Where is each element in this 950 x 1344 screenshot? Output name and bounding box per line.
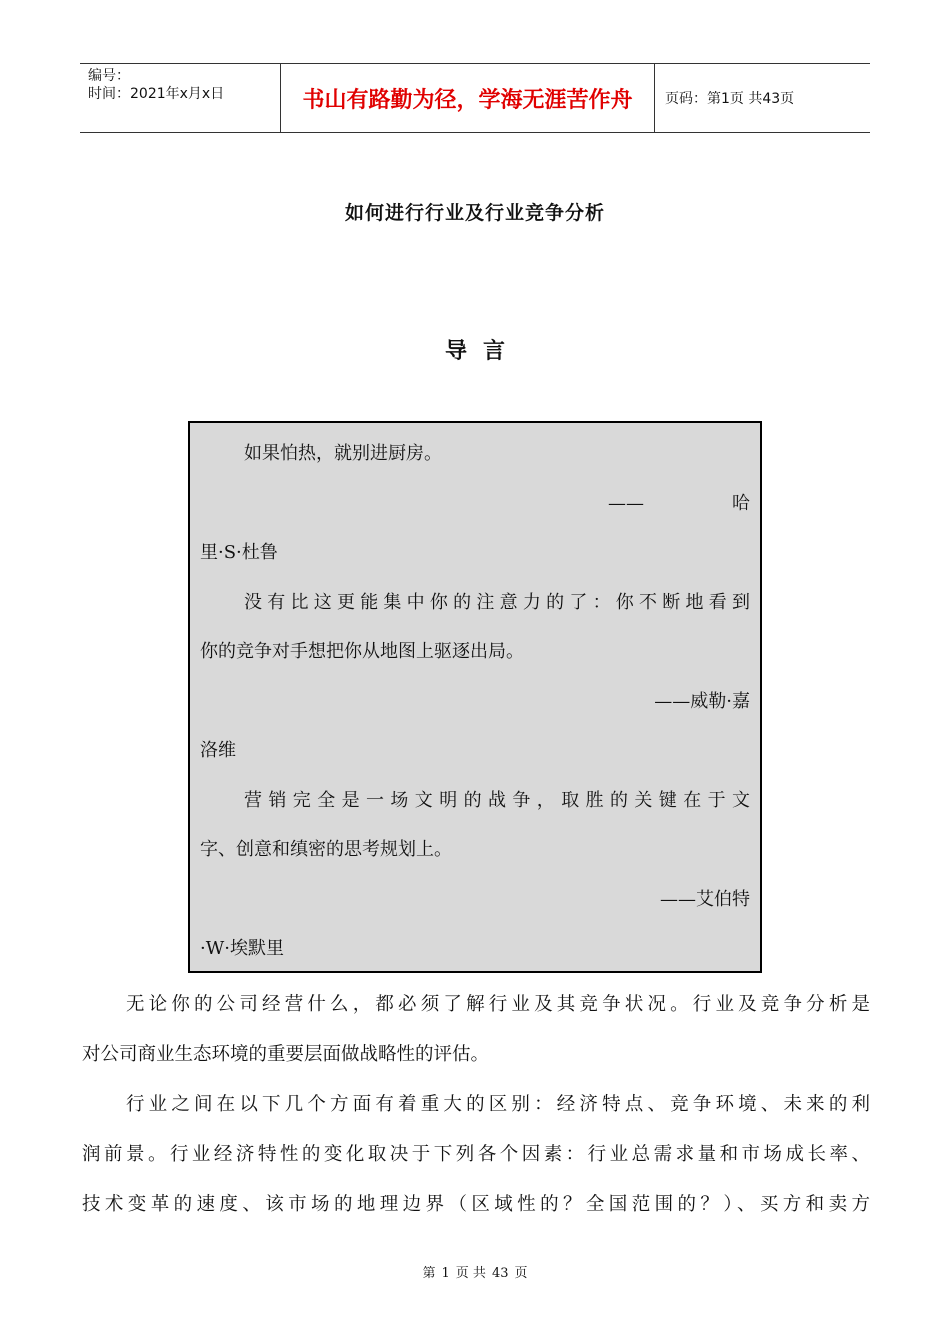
quote-box <box>188 421 762 973</box>
quote-2-attr-cont: 洛维 <box>200 740 236 761</box>
quote-2-attribution: ——威勒·嘉 <box>654 690 750 712</box>
document-title: 如何进行行业及行业竞争分析 <box>344 202 605 224</box>
header-meta <box>80 64 281 132</box>
quote-3-line-2: 字、创意和缜密的思考规划上。 <box>200 839 452 860</box>
number-label: 编号： <box>88 68 130 84</box>
footer-total-pages: 43 <box>491 1266 509 1281</box>
paragraph-2-line-3: 技术变革的速度、该市场的地理边界（区域性的？全国范围的？）、买方和卖方 <box>82 1194 870 1215</box>
quote-2-line-1: 没有比这更能集中你的注意力的了：你不断地看到 <box>244 591 750 613</box>
paragraph-2-line-1: 行业之间在以下几个方面有着重大的区别：经济特点、竞争环境、未来的利 <box>126 1094 870 1115</box>
quote-3-attribution: ——艾伯特 <box>660 888 750 910</box>
footer-prefix: 第 <box>422 1266 436 1281</box>
quote-1-attr-dash: —— <box>608 492 644 514</box>
body-text <box>82 980 870 1230</box>
header-page-info: 页码：第1页 共43页 <box>665 91 795 107</box>
paragraph-2-line-2: 润前景。行业经济特性的变化取决于下列各个因素：行业总需求量和市场成长率、 <box>82 1144 870 1165</box>
quote-1-text: 如果怕热，就别进厨房。 <box>244 443 442 464</box>
header-motto: 书山有路勤为径，学海无涯苦作舟 <box>281 64 655 132</box>
quote-3-line-1: 营销完全是一场文明的战争，取胜的关键在于文 <box>244 789 750 811</box>
footer-page-number: 1 <box>441 1266 450 1281</box>
section-title <box>0 334 950 365</box>
quote-1-attribution <box>200 479 750 529</box>
quote-3-attr-cont: ·W·埃默里 <box>200 938 284 959</box>
quote-1-attr-tail: 哈 <box>732 492 750 514</box>
time-label: 时间：2021年x月x日 <box>88 86 225 102</box>
quote-2-line-2: 你的竞争对手想把你从地图上驱逐出局。 <box>200 641 524 662</box>
page-footer <box>0 1262 950 1281</box>
paragraph-1-line-1: 无论你的公司经营什么，都必须了解行业及其竞争状况。行业及竞争分析是 <box>126 994 870 1015</box>
paragraph-1-line-2: 对公司商业生态环境的重要层面做战略性的评估。 <box>82 1044 490 1065</box>
page-header <box>80 63 870 133</box>
quote-1-attr-cont: 里·S·杜鲁 <box>200 542 278 563</box>
footer-mid: 页 共 <box>455 1266 486 1281</box>
footer-suffix: 页 <box>514 1266 528 1281</box>
section-title-text: 导言 <box>444 339 521 364</box>
